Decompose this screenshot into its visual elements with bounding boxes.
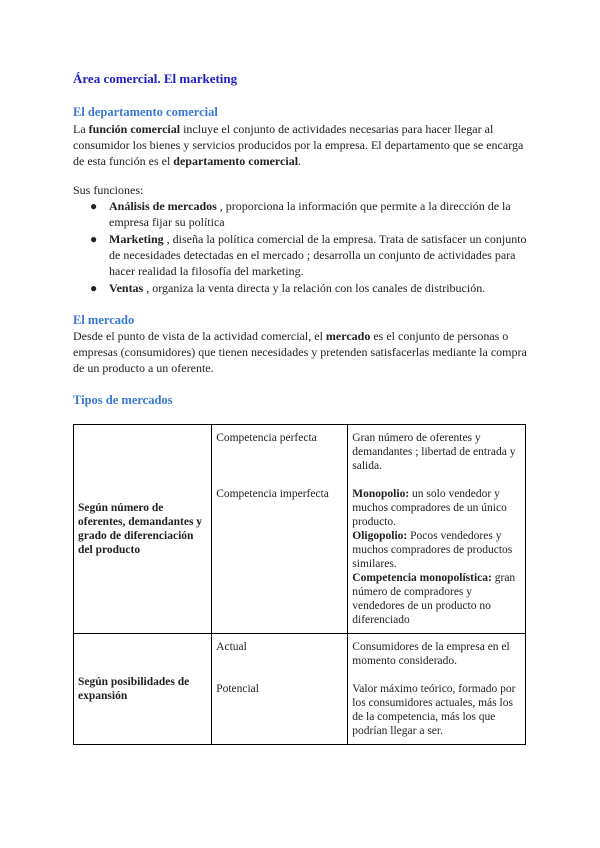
bold-term: Marketing [109,232,164,246]
type-label: Actual [216,641,247,653]
text-run: un solo vendedor y muchos compradores de un único producto. [352,488,507,528]
description-text: Consumidores de la empresa en el momento considerado. [352,641,510,667]
criterion-cell: Según número de oferentes, demandantes y grado de diferenciación del producto [74,425,212,634]
criterion-cell: Según posibilidades de expansión [74,634,212,745]
text-run: La [73,122,89,136]
text-run: de esta función es el [73,154,174,168]
description-text [352,529,521,571]
list-item [73,280,533,296]
types-cell [212,634,348,745]
table-row [74,425,526,634]
bold-term: Monopolio: [352,488,410,500]
bold-term: departamento comercial [173,154,299,168]
text-run: . [298,154,302,168]
paragraph-mercado [73,328,533,376]
bold-term: Ventas [109,281,144,295]
heading-tipos-de-mercados: Tipos de mercados [73,393,173,407]
bold-term: Análisis de mercados [109,199,217,213]
bullet-icon: ● [90,232,98,246]
table-row [74,634,526,745]
description-text [352,571,521,627]
bold-term: función comercial [88,122,181,136]
market-types-table [73,424,526,745]
page-title: Área comercial. El marketing [73,71,238,86]
type-label: Competencia imperfecta [216,488,329,500]
description-text [352,487,521,529]
list-item [73,198,533,230]
bold-term: Oligopolio: [352,530,408,542]
heading-departamento-comercial: El departamento comercial [73,105,218,119]
description-cell [348,425,526,634]
funciones-label: Sus funciones: [73,183,144,197]
paragraph-line-3 [73,153,533,169]
description-text: Valor máximo teórico, formado por los consumidores actuales, más los de la competencia, más los que podrían llegar a ser. [352,683,516,737]
list-item [73,231,533,279]
text-run: Pocos vendedores y muchos compradores de productos similares. [352,530,513,570]
list-item-text: , diseña la política comercial de la empresa. Trata de satisfacer un conjunto de necesidades detectadas en el mercado ; desarrolla un conjunto de actividades para hacer realidad la filosofía del marketing. [109,232,527,278]
description-text: Gran número de oferentes y demandantes ; libertad de entrada y salida. [352,432,516,472]
list-item-text: , proporciona la información que permite a la dirección de la empresa fijar su política [109,199,511,229]
spacer [352,473,521,487]
paragraph-funcion-comercial [73,121,533,169]
paragraph-line-2: consumidor los bienes y servicios producidos por la empresa. El departamento que se encarga [73,138,524,152]
bold-term: Competencia monopolística: [352,572,492,584]
bullet-icon: ● [90,281,98,295]
text-run: es el conjunto de personas o empresas (consumidores) que tienen necesidades y pretenden satisfacerlas mediante la compra de un producto a un oferente. [73,329,527,375]
paragraph-text [73,328,533,376]
type-label: Competencia perfecta [216,432,317,444]
description-cell [348,634,526,745]
heading-el-mercado: El mercado [73,313,135,327]
text-run: gran número de compradores y vendedores de un producto no diferenciado [352,572,516,626]
types-cell [212,425,348,634]
type-label: Potencial [216,683,259,695]
text-run: Desde el punto de vista de la actividad comercial, el [73,329,326,343]
spacer [216,445,343,487]
bold-term: mercado [325,329,371,343]
text-run: incluye el conjunto de actividades necesarias para hacer llegar al [180,122,494,136]
bullet-icon: ● [90,199,98,213]
spacer [352,668,521,682]
list-item-text: , organiza la venta directa y la relación con los canales de distribución. [143,281,486,295]
spacer [216,654,343,682]
paragraph-line-1 [73,121,533,137]
functions-list [73,198,533,297]
